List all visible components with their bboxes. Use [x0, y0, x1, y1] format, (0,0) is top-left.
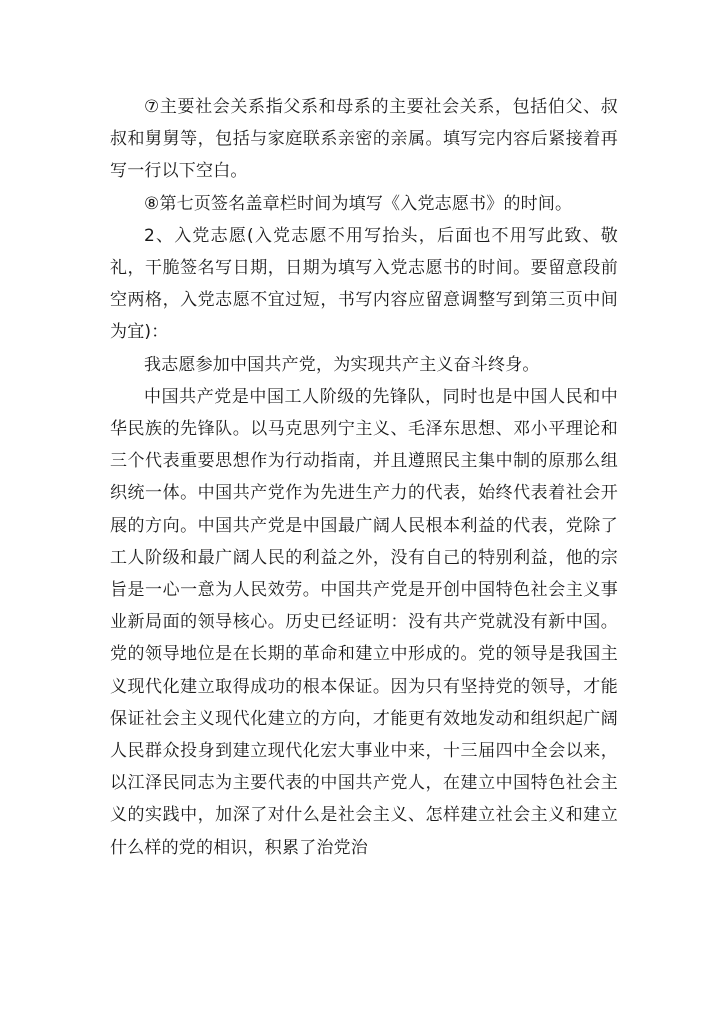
- paragraph-signature-date-note: ⑧第七页签名盖章栏时间为填写《入党志愿书》的时间。: [144, 193, 573, 214]
- paragraph-application-opening: 我志愿参加中国共产党，为实现共产主义奋斗终身。: [144, 354, 540, 375]
- paragraph-relations-note: ⑦主要社会关系指父系和母系的主要社会关系，包括伯父、叔叔和舅舅等，包括与家庭联系亲密的亲属。填写完内容后紧接着再写一行以下空白。: [110, 97, 618, 182]
- paragraph-party-description: 中国共产党是中国工人阶级的先锋队，同时也是中国人民和中华民族的先锋队。以马克思列宁主义、毛泽东思想、邓小平理论和三个代表重要思想作为行动指南，并且遵照民主集中制的原那么组织统一体。中国共产党作为先进生产力的代表，始终代表着社会开展的方向。中国共产党是中国最广阔人民根本利益的代表，党除了工人阶级和最广阔人民的利益之外，没有自己的特别利益，他的宗旨是一心一意为人民效劳。中国共产党是开创中国特色社会主义事业新局面的领导核心。历史已经证明：没有共产党就没有新中国。党的领导地位是在长期的革命和建立中形成的。党的领导是我国主义现代化建立取得成功的根本保证。因为只有坚持党的领导，才能保证社会主义现代化建立的方向，才能更有效地发动和组织起广阔人民群众投身到建立现代化宏大事业中来，十三届四中全会以来，以江泽民同志为主要代表的中国共产党人，在建立中国特色社会主义的实践中，加深了对什么是社会主义、怎样建立社会主义和建立什么样的党的相识，积累了治党治: [110, 386, 618, 858]
- paragraph-application-instructions: 2、入党志愿(入党志愿不用写抬头，后面也不用写此致、敬礼，干脆签名写日期，日期为填写入党志愿书的时间。要留意段前空两格，入党志愿不宜过短，书写内容应留意调整写到第三页中间为宜)：: [110, 225, 618, 343]
- document-body: [110, 91, 618, 864]
